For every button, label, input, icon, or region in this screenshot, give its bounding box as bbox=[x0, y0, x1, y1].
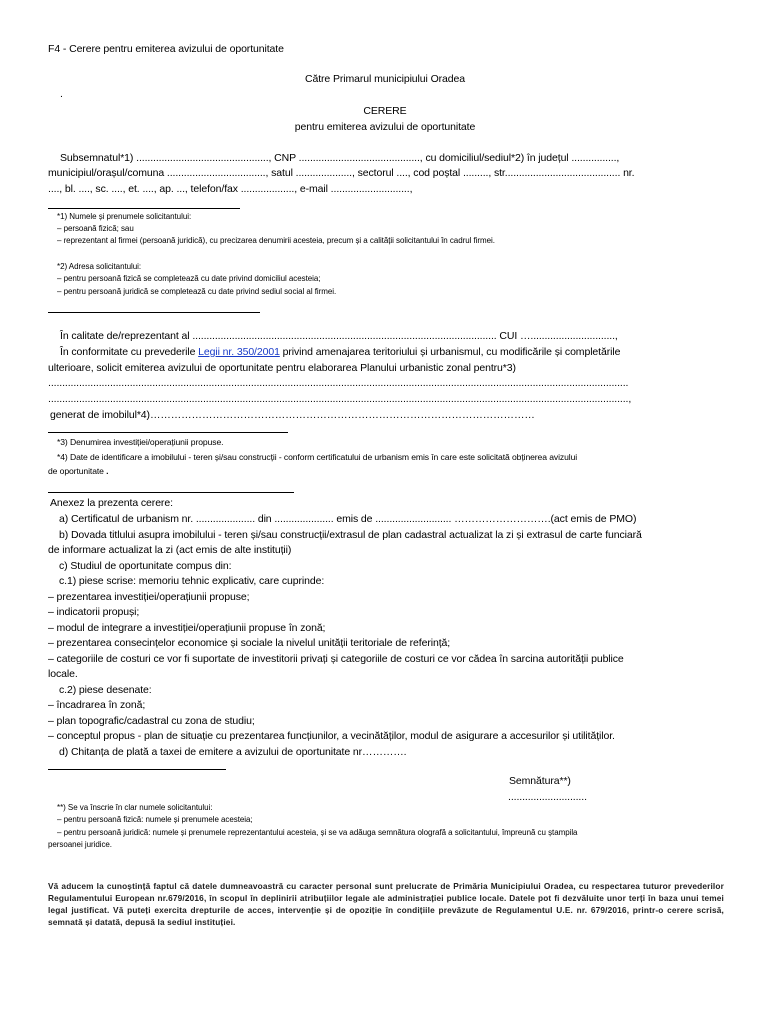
annex-list-item: – categoriile de costuri ce vor fi suportate de investitorii privați și categoriile de costuri ce vor cădea în sarcina autorității publice bbox=[48, 653, 624, 665]
applicant-line-3: ...., bl. ...., sc. ...., et. ...., ap. ..., telefon/fax ..................., e-mail ............................, bbox=[48, 183, 413, 195]
note-4: *4) Date de identificare a imobilului - teren și/sau construcții - conform certificatului de urbanism emis în care este solicitată obținerea avizului bbox=[57, 452, 578, 462]
annex-list-item: – încadrarea în zonă; bbox=[48, 699, 146, 711]
note-signature-item: – pentru persoană juridică: numele și prenumele reprezentantului acesteia, și se va adăuga semnătura olografă a solicitantului, împreună cu ștampila bbox=[57, 828, 578, 837]
footnote-divider bbox=[48, 492, 294, 493]
note-2-item: – pentru persoană juridică se completează cu date privind sediul social al firmei. bbox=[57, 287, 337, 296]
annex-list-item: – prezentarea consecințelor economice și sociale la nivelul unității teritoriale de referință; bbox=[48, 637, 451, 649]
fill-in-line: .............................................................................................................................................................................................................. bbox=[48, 377, 629, 389]
annex-list-item: – modul de integrare a investiției/operațiunii propuse în zonă; bbox=[48, 622, 326, 634]
annex-list-item: – conceptul propus - plan de situație cu prezentarea funcțiunilor, a vecinătăților, modul de asigurare a accesurilor și utilităților. bbox=[48, 730, 615, 742]
note-signature-item: – pentru persoană fizică: numele și prenumele acesteia; bbox=[57, 815, 253, 824]
document-subtitle: pentru emiterea avizului de oportunitate bbox=[294, 121, 476, 133]
footnote-divider bbox=[48, 312, 260, 313]
annex-item-c1: c.1) piese scrise: memoriu tehnic explicativ, care cuprinde: bbox=[59, 575, 325, 587]
dot-marker: . bbox=[60, 88, 63, 100]
capacity-text: În conformitate cu prevederile bbox=[60, 346, 199, 358]
applicant-line-1: Subsemnatul*1) ..............................................., CNP ..........................................., cu domiciliul/sediul*2) în județul ................, bbox=[60, 152, 620, 164]
privacy-disclaimer: Vă aducem la cunoștință faptul că datele dumneavoastră cu caracter personal sunt prelucrate de Primăria Municipiului Oradea, cu respectarea tuturor prevederilor Regulamentului European nr.679/2016, în scopul în deplinirii atribuțiilor legale ale administrației publice locale. Datele pot fi dezvăluite unor terți în baza unui temei legal justificat. Vă puteți exercita drepturile de acces, intervenție și de opoziție în condițiile prevăzute de Regulamentul U.E. nr. 679/2016, printr-o cerere scrisă, semnată și datată, depusă la sediul instituției. bbox=[48, 881, 724, 927]
fill-in-line: .............................................................................................................................................................................................................., bbox=[48, 393, 632, 405]
note-1-item: – reprezentant al firmei (persoană juridică), cu precizarea denumirii acesteia, precum și a calității solicitantului în cadrul firmei. bbox=[57, 236, 495, 245]
note-2-item: – pentru persoană fizică se completează cu date privind domiciliul acesteia; bbox=[57, 274, 321, 283]
annex-list-item: – prezentarea investiției/operațiunii propuse; bbox=[48, 591, 250, 603]
annex-item-b-cont: de informare actualizat la zi (act emis de alte instituții) bbox=[48, 544, 292, 556]
signature-label: Semnătura**) bbox=[509, 775, 571, 787]
annex-item-c: c) Studiul de oportunitate compus din: bbox=[59, 560, 232, 572]
law-link[interactable]: Legii nr. 350/2001 bbox=[198, 346, 280, 358]
annex-item-c2: c.2) piese desenate: bbox=[59, 684, 152, 696]
note-1-item: – persoană fizică; sau bbox=[57, 224, 134, 233]
capacity-line-1: În calitate de/reprezentant al ............................................................................................................ CUI ….............................., bbox=[60, 330, 618, 342]
applicant-line-2: municipiul/orașul/comuna ..................................., satul ...................., sectorul ...., cod poștal ........., str......................................... nr. bbox=[48, 167, 635, 179]
document-title: CERERE bbox=[363, 105, 407, 117]
property-line: generat de imobilul*4)………………………………………………………………………………………………… bbox=[50, 409, 535, 421]
footnote-divider bbox=[48, 769, 226, 770]
note-1-heading: *1) Numele și prenumele solicitantului: bbox=[57, 212, 192, 221]
note-3: *3) Denumirea investiției/operațiunii propuse. bbox=[57, 437, 224, 447]
footnote-divider bbox=[48, 208, 240, 209]
annex-list-item: – indicatorii propuși; bbox=[48, 606, 140, 618]
note-signature-heading: **) Se va înscrie în clar numele solicitantului: bbox=[57, 803, 213, 812]
annex-list-item: – plan topografic/cadastral cu zona de studiu; bbox=[48, 715, 255, 727]
capacity-text: privind amenajarea teritoriului și urbanismul, cu modificările și completările bbox=[279, 346, 621, 358]
capacity-line-3: ulterioare, solicit emiterea avizului de oportunitate pentru elaborarea Planului urbanistic zonal pentru*3) bbox=[48, 362, 516, 374]
annex-list-item-cont: locale. bbox=[48, 668, 78, 680]
annex-item-a: a) Certificatul de urbanism nr. ..................... din ..................... emis de ........................... ……………………….(act emis de PMO) bbox=[59, 513, 637, 525]
form-code: F4 - Cerere pentru emiterea avizului de oportunitate bbox=[48, 43, 284, 55]
note-4-cont: de oportunitate . bbox=[48, 466, 109, 476]
addressee: Către Primarul municipiului Oradea bbox=[305, 73, 465, 85]
annex-item-b: b) Dovada titlului asupra imobilului - teren și/sau construcții/extrasul de plan cadastral actualizat la zi și extrasul de carte funciară bbox=[59, 529, 642, 541]
capacity-line-2 bbox=[60, 346, 620, 358]
signature-field: ............................ bbox=[508, 791, 587, 803]
note-signature-item-cont: persoanei juridice. bbox=[48, 840, 112, 849]
note-2-heading: *2) Adresa solicitantului: bbox=[57, 262, 142, 271]
annex-item-d: d) Chitanța de plată a taxei de emitere a avizului de oportunitate nr…………. bbox=[59, 746, 407, 758]
note-4-cont-text: de oportunitate bbox=[48, 466, 104, 476]
annex-heading: Anexez la prezenta cerere: bbox=[50, 497, 173, 509]
footnote-divider bbox=[48, 432, 288, 433]
